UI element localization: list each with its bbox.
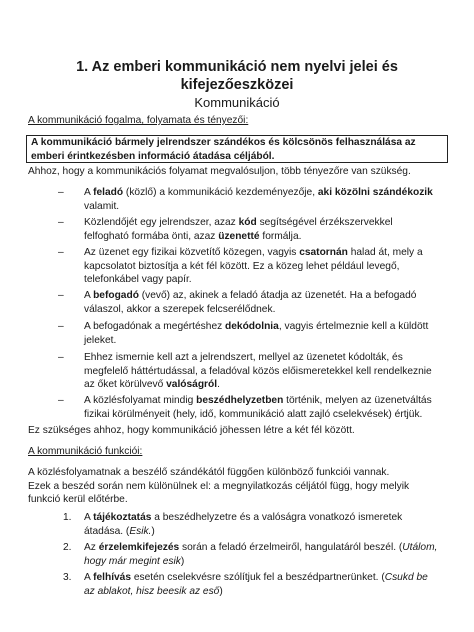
list-dash: –	[58, 247, 64, 258]
list-dash: –	[58, 187, 64, 198]
list-item: Az üzenet egy fizikai közvetítő közegen, vagyis csatornán halad át, mely a kapcsolatot biztosítja a két fél között. Ez a közeg lehet például levegő, telefonkábel vagy papír.	[84, 247, 423, 286]
section2-heading: A kommunikáció funkciói:	[28, 446, 143, 457]
function-item: A tájékoztatás a beszédhelyzetre és a valóságra vonatkozó ismeretek átadása. (Esik.)	[84, 512, 403, 537]
page-title	[40, 58, 434, 94]
title-line-1: 1. Az emberi kommunikáció nem nyelvi jelei és	[76, 59, 398, 75]
list-item: A befogadó (vevő) az, akinek a feladó átadja az üzenetét. Ha a befogadó válaszol, akkor a szerepek felcserélődnek.	[84, 290, 417, 315]
definition-box	[26, 135, 448, 163]
list-dash: –	[58, 217, 64, 228]
page-subtitle: Kommunikáció	[194, 95, 280, 110]
title-line-2: kifejezőeszközei	[180, 77, 294, 93]
section1-intro: Ahhoz, hogy a kommunikációs folyamat megvalósuljon, több tényezőre van szükség.	[28, 166, 411, 177]
list-dash: –	[58, 352, 64, 363]
list-item: A befogadónak a megértéshez dekódolnia, vagyis értelmeznie kell a küldött jeleket.	[84, 321, 429, 346]
list-item: A közlésfolyamat mindig beszédhelyzetben történik, melyen az üzenetváltás fizikai körülményeit (hely, idő, kommunikáció alatt zajló cselekvések) értjük.	[84, 395, 432, 420]
list-dash: –	[58, 290, 64, 301]
section2-intro: A közlésfolyamatnak a beszélő szándékától függően különböző funkciói vannak. Ezek a beszéd során nem különülnek el: a megnyilatkozás céljától függ, hogy melyik funkció kerül előtérbe.	[28, 467, 410, 506]
definition-line-1: A kommunikáció bármely jelrendszer szándékos és kölcsönös felhasználása az	[31, 137, 416, 148]
list-dash: –	[58, 395, 64, 406]
list-number: 3.	[63, 572, 72, 583]
list-number: 2.	[63, 542, 72, 553]
list-dash: –	[58, 321, 64, 332]
function-item: Az érzelemkifejezés során a feladó érzelmeiről, hangulatáról beszél. (Utálom, hogy már megint esik)	[84, 542, 438, 567]
definition-line-2: emberi érintkezésben információ átadása céljából.	[31, 150, 275, 162]
list-item: A feladó (közlő) a kommunikáció kezdeményezője, aki közölni szándékozik valamit.	[84, 187, 433, 212]
section1-closing: Ez szükséges ahhoz, hogy kommunikáció jöhessen létre a két fél között.	[28, 425, 355, 436]
function-item: A felhívás esetén cselekvésre szólítjuk fel a beszédpartnerünket. (Csukd be az ablakot, hisz beesik az eső)	[84, 572, 428, 597]
list-number: 1.	[63, 512, 72, 523]
list-item: Ehhez ismernie kell azt a jelrendszert, mellyel az üzenetet kódolták, és megfelelő háttértudással, a feladóval közös előismeretekkel kell rendelkeznie az őket körülvevő valóságról.	[84, 352, 432, 391]
list-item: Közlendőjét egy jelrendszer, azaz kód segítségével érzékszervekkel felfogható formába önti, azaz üzenetté formálja.	[84, 217, 393, 242]
definition-text	[31, 136, 443, 163]
section1-heading: A kommunikáció fogalma, folyamata és tényezői:	[28, 115, 249, 126]
